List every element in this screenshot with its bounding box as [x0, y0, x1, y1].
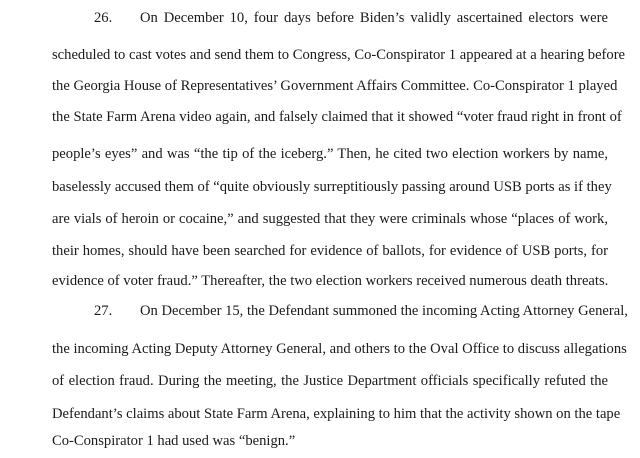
paragraph-text-line: scheduled to cast votes and send them to Congress, Co-Conspirator 1 appeared at a hearing before — [52, 47, 626, 63]
paragraph-text-line: are vials of heroin or cocaine,” and suggested that they were criminals whose “places of work, — [52, 211, 608, 227]
paragraph-text-line: of election fraud. During the meeting, the Justice Department officials specifically refuted the — [52, 373, 608, 389]
paragraph-26-first-line — [52, 9, 608, 27]
paragraph-text-line: people’s eyes” and was “the tip of the iceberg.” Then, he cited two election workers by name, — [52, 146, 608, 162]
paragraph-text-line: their homes, should have been searched for evidence of ballots, for evidence of USB ports, for — [52, 243, 608, 259]
paragraph-text-line: evidence of voter fraud.” Thereafter, the two election workers received numerous death threats. — [52, 273, 609, 289]
paragraph-number: 27. — [94, 303, 113, 319]
paragraph-number: 26. — [94, 10, 113, 26]
paragraph-text-line: baselessly accused them of “quite obviously surreptitiously passing around USB ports as if they — [52, 179, 612, 195]
paragraph-text-line: the Georgia House of Representatives’ Government Affairs Committee. Co-Conspirator 1 played — [52, 78, 618, 94]
paragraph-text-line: On December 10, four days before Biden’s validly ascertained electors were — [140, 10, 608, 26]
paragraph-text-line: On December 15, the Defendant summoned the incoming Acting Attorney General, — [140, 303, 628, 319]
paragraph-text-line: the State Farm Arena video again, and falsely claimed that it showed “voter fraud right in front of — [52, 109, 622, 125]
paragraph-text-line: Co-Conspirator 1 had used was “benign.” — [52, 433, 296, 449]
paragraph-27-first-line — [52, 302, 628, 320]
paragraph-text-line: Defendant’s claims about State Farm Arena, explaining to him that the activity shown on the tape — [52, 406, 621, 422]
paragraph-text-line: the incoming Acting Deputy Attorney General, and others to the Oval Office to discuss allegations — [52, 341, 627, 357]
